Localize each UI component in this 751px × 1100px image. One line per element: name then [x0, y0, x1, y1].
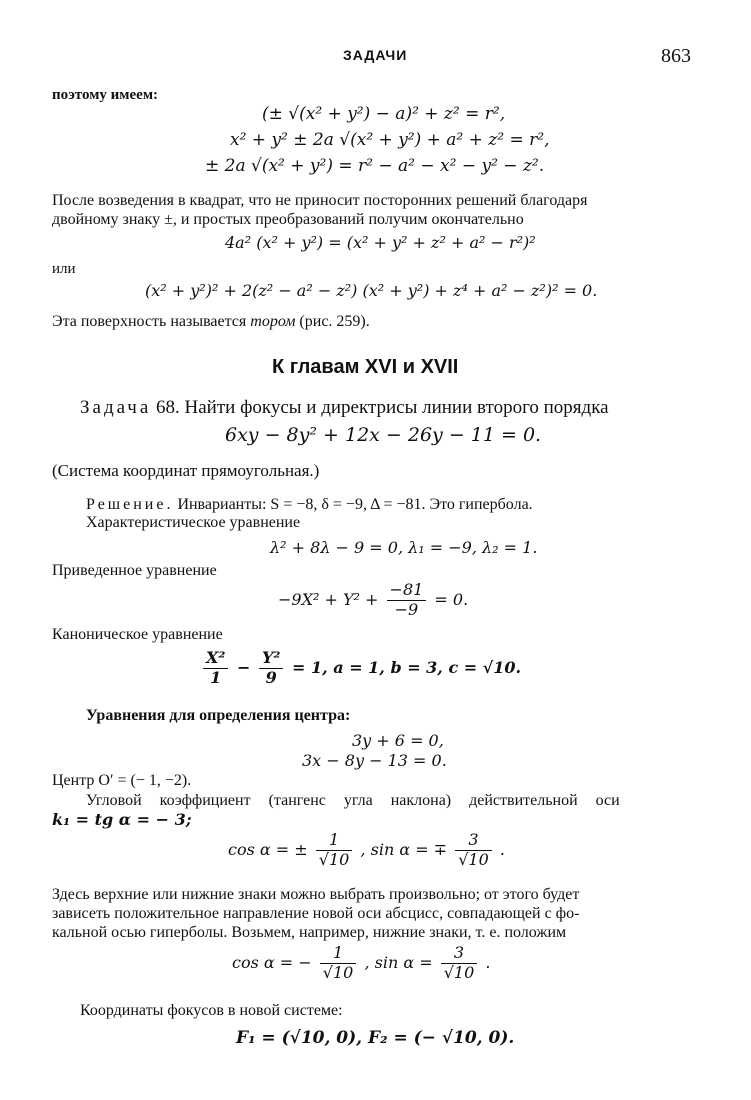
char-eq-label: Характеристическое уравнение [86, 514, 301, 531]
intro-equation-5: (x² + y²)² + 2(z² − a² − z²) (x² + y²) + z⁴ + a² − z²)² = 0. [145, 281, 598, 300]
solution-invariants: Инварианты: S = −8, δ = −9, Δ = −81. Это гипербола. [177, 496, 533, 513]
torus-sentence [52, 314, 370, 330]
center-equation-1: 3y + 6 = 0, [352, 731, 444, 750]
sin2-fraction [441, 945, 478, 982]
sin-numerator: 3 [455, 832, 492, 851]
canonical-fraction-2 [259, 650, 283, 687]
center-label: Уравнения для определения центра: [86, 707, 351, 724]
center-value: Центр O′ = (− 1, −2). [52, 772, 192, 789]
canonical-num-1: X² [203, 650, 228, 669]
cos-denominator: √10 [318, 849, 350, 869]
canonical-den-2: 9 [265, 667, 277, 687]
cos2-label: cos α = − [232, 952, 312, 972]
foci-equation: F₁ = (√10, 0), F₂ = (− √10, 0). [236, 1028, 515, 1048]
cos2-fraction [320, 945, 357, 982]
center-equation-2: 3x − 8y − 13 = 0. [302, 751, 447, 770]
intro-equation-1: (± √(x² + y²) − a)² + z² = r², [262, 104, 506, 124]
trig-end: . [499, 839, 505, 859]
intro-label: поэтому имеем: [52, 87, 159, 103]
choice-line-2: зависеть положительное направление новой оси абсцисс, совпадающей с фо- [52, 905, 580, 922]
reduced-left: −9X² + Y² + [278, 589, 379, 609]
intro-paragraph-line-2: двойному знаку ±, и простых преобразований получим окончательно [52, 211, 524, 228]
torus-sentence-suffix: (рис. 259). [295, 313, 370, 330]
cos-label: cos α = ± [228, 839, 308, 859]
problem-statement: Найти фокусы и директрисы линии второго порядка [184, 397, 609, 418]
intro-equation-2: x² + y² ± 2a √(x² + y²) + a² + z² = r², [230, 130, 550, 150]
problem-note: (Система координат прямоугольная.) [52, 461, 320, 480]
torus-sentence-prefix: Эта поверхность называется [52, 313, 251, 330]
section-title: К главам XVI и XVII [272, 356, 459, 378]
solution-invariants-line [86, 497, 533, 513]
canonical-equation [200, 650, 521, 687]
problem-equation: 6xy − 8y² + 12x − 26y − 11 = 0. [225, 424, 542, 446]
canonical-fraction-1 [203, 650, 228, 687]
problem-heading [80, 398, 609, 417]
reduced-fraction [387, 582, 427, 619]
page-number: 863 [661, 45, 691, 67]
trig2-end: . [485, 952, 491, 972]
solution-label: Решение. [86, 496, 174, 513]
char-equation: λ² + 8λ − 9 = 0, λ₁ = −9, λ₂ = 1. [270, 538, 538, 557]
intro-equation-4: 4a² (x² + y²) = (x² + y² + z² + a² − r²)² [225, 233, 536, 252]
trig-equation-1 [228, 832, 505, 869]
canonical-rest: = 1, a = 1, b = 3, c = √10. [292, 657, 522, 677]
cos-numerator: 1 [316, 832, 353, 851]
foci-label: Координаты фокусов в новой системе: [80, 1002, 343, 1019]
reduced-equation [278, 582, 468, 619]
sin-label: , sin α = ∓ [360, 839, 448, 859]
problem-label: Задача [80, 397, 152, 418]
intro-equation-3: ± 2a √(x² + y²) = r² − a² − x² − y² − z². [205, 156, 545, 176]
sin2-numerator: 3 [441, 945, 478, 964]
canonical-label: Каноническое уравнение [52, 626, 223, 643]
reduced-numerator: −81 [387, 582, 427, 601]
reduced-right: = 0. [434, 589, 469, 609]
choice-line-1: Здесь верхние или нижние знаки можно выбрать произвольно; от этого будет [52, 886, 580, 903]
cos2-numerator: 1 [320, 945, 357, 964]
cos2-denominator: √10 [322, 962, 354, 982]
sin2-denominator: √10 [443, 962, 475, 982]
intro-or-word: или [52, 261, 76, 277]
canonical-minus: − [237, 657, 251, 677]
cos-fraction [316, 832, 353, 869]
reduced-label: Приведенное уравнение [52, 562, 217, 579]
choice-line-3: кальной осью гиперболы. Возьмем, например, нижние знаки, т. е. положим [52, 924, 567, 941]
running-title: ЗАДАЧИ [343, 47, 408, 63]
sin2-label: , sin α = [364, 952, 433, 972]
trig-equation-2 [232, 945, 490, 982]
intro-paragraph-line-1: После возведения в квадрат, что не приносит посторонних решений благодаря [52, 192, 588, 209]
slope-line-2: k₁ = tg α = − 3; [52, 810, 192, 829]
problem-number: 68. [156, 397, 180, 418]
sin-denominator: √10 [458, 849, 489, 869]
canonical-num-2: Y² [259, 650, 283, 669]
reduced-denominator: −9 [394, 599, 419, 619]
slope-line-1: Угловой коэффициент (тангенс угла наклона) действительной оси [86, 792, 620, 809]
torus-word: тором [250, 313, 296, 330]
sin-fraction [455, 832, 492, 869]
canonical-den-1: 1 [210, 667, 222, 687]
